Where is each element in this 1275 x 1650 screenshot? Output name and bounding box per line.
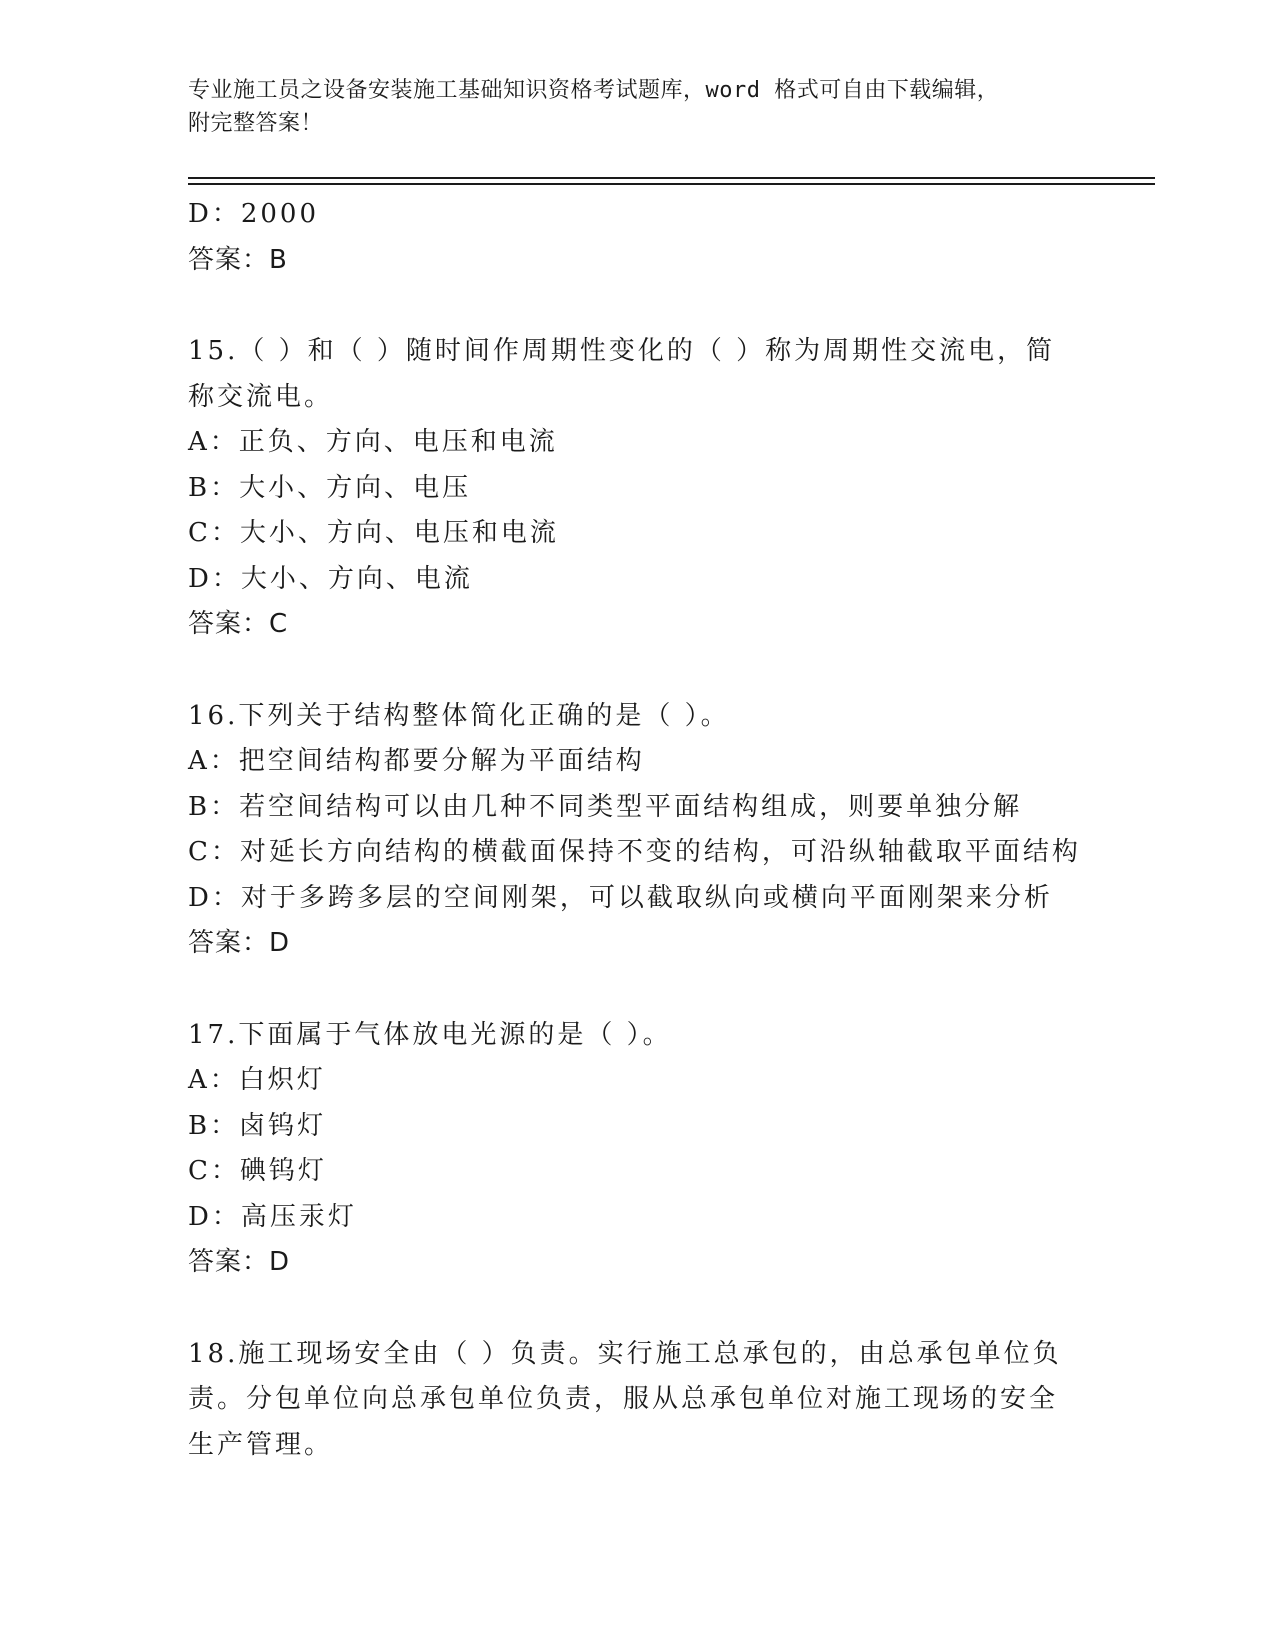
question-stem-continued: 称交流电。 bbox=[188, 381, 334, 412]
option-c: C：碘钨灯 bbox=[188, 1156, 327, 1186]
document-header bbox=[188, 74, 1068, 140]
option-d: D：高压汞灯 bbox=[188, 1201, 357, 1232]
option-d: D：2000 bbox=[188, 199, 320, 229]
question-18 bbox=[188, 1332, 1088, 1469]
question-stem: 18.施工现场安全由（ ）负责。实行施工总承包的，由总承包单位负 bbox=[188, 1338, 1062, 1369]
header-line-1: 专业施工员之设备安装施工基础知识资格考试题库，word 格式可自由下载编辑， bbox=[188, 78, 1000, 103]
option-d: D：大小、方向、电流 bbox=[188, 563, 473, 594]
option-a: A：把空间结构都要分解为平面结构 bbox=[188, 746, 645, 776]
option-c: C：大小、方向、电压和电流 bbox=[188, 518, 559, 548]
header-divider-bottom bbox=[188, 183, 1155, 185]
question-stem: 16.下列关于结构整体简化正确的是（ ）。 bbox=[188, 700, 730, 731]
header-line-2: 附完整答案！ bbox=[188, 111, 324, 136]
question-stem: 15.（ ）和（ ）随时间作周期性变化的（ ）称为周期性交流电，简 bbox=[188, 336, 1056, 366]
option-a: A：正负、方向、电压和电流 bbox=[188, 427, 558, 457]
answer-line: 答案：D bbox=[188, 1247, 291, 1277]
question-16 bbox=[188, 694, 1088, 967]
option-b: B：大小、方向、电压 bbox=[188, 472, 472, 503]
question-stem: 17.下面属于气体放电光源的是（ ）。 bbox=[188, 1019, 672, 1050]
question-stem-continued: 生产管理。 bbox=[188, 1429, 334, 1460]
header-divider-top bbox=[188, 177, 1155, 179]
previous-question-tail bbox=[188, 192, 1088, 283]
question-17 bbox=[188, 1013, 1088, 1286]
option-c: C：对延长方向结构的横截面保持不变的结构，可沿纵轴截取平面结构 bbox=[188, 837, 1081, 867]
option-b: B：卤钨灯 bbox=[188, 1110, 327, 1141]
answer-line: 答案：B bbox=[188, 244, 288, 275]
question-stem-continued: 责。分包单位向总承包单位负责，服从总承包单位对施工现场的安全 bbox=[188, 1384, 1059, 1414]
question-15 bbox=[188, 329, 1088, 648]
option-b: B：若空间结构可以由几种不同类型平面结构组成，则要单独分解 bbox=[188, 791, 1023, 822]
answer-line: 答案：C bbox=[188, 609, 289, 639]
question-list bbox=[188, 192, 1088, 1468]
answer-line: 答案：D bbox=[188, 928, 291, 958]
option-a: A：白炽灯 bbox=[188, 1065, 326, 1095]
option-d: D：对于多跨多层的空间刚架，可以截取纵向或横向平面刚架来分析 bbox=[188, 882, 1053, 913]
